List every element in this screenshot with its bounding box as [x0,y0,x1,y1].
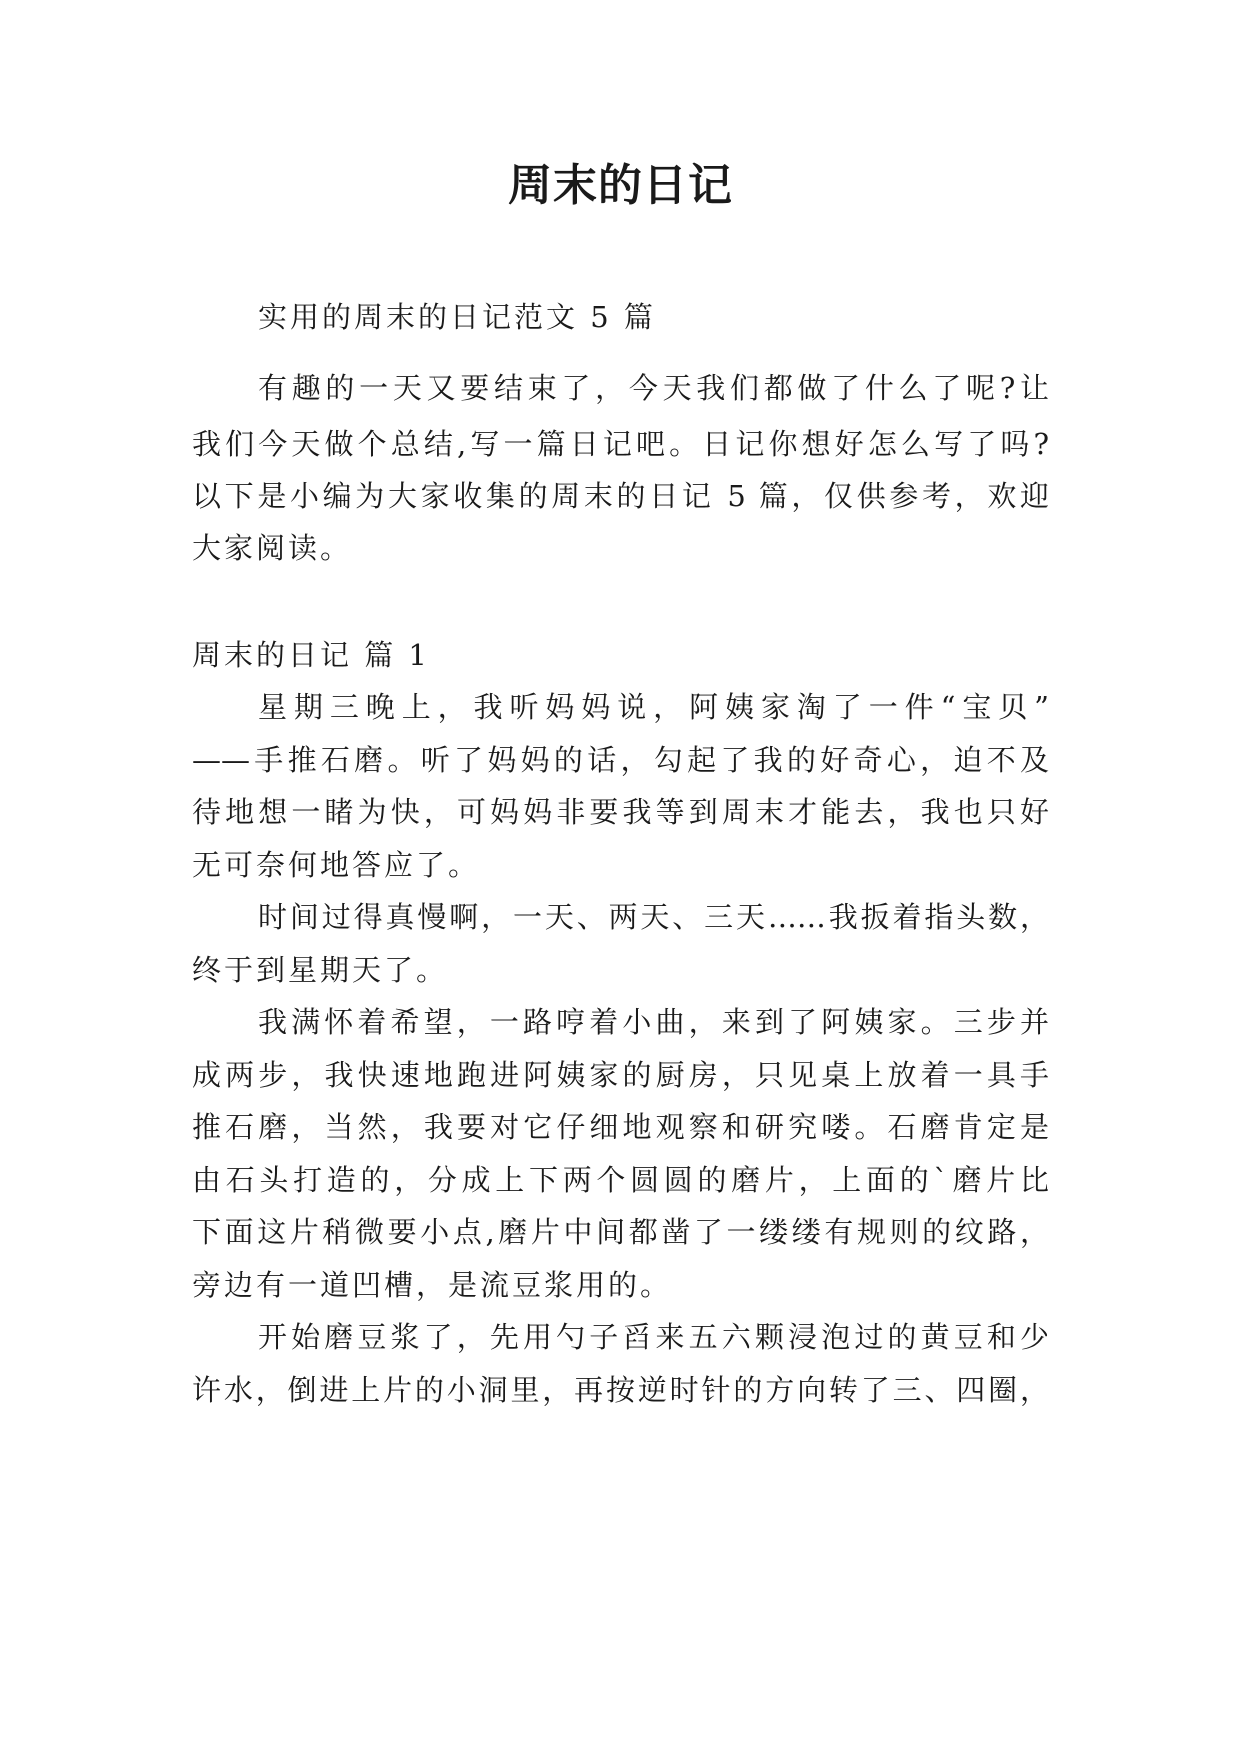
paragraph2-line-1: 时间过得真慢啊，一天、两天、三天……我扳着指头数， [258,900,1049,934]
paragraph1-line-4: 无可奈何地答应了。 [192,848,481,882]
paragraph1-line-2: ——手推石磨。听了妈妈的话，勾起了我的好奇心，迫不及 [192,743,1049,777]
paragraph1-line-1: 星期三晚上，我听妈妈说，阿姨家淘了一件“宝贝” [258,690,1049,724]
document-title: 周末的日记 [508,160,733,211]
intro-line-1: 有趣的一天又要结束了，今天我们都做了什么了呢?让 [258,371,1049,405]
paragraph3-line-3: 推石磨，当然，我要对它仔细地观察和研究喽。石磨肯定是 [192,1110,1049,1144]
paragraph1-line-3: 待地想一睹为快，可妈妈非要我等到周末才能去，我也只好 [192,795,1049,829]
intro-line-4: 大家阅读。 [192,531,353,565]
paragraph2-line-2: 终于到星期天了。 [192,953,449,987]
intro-line-2: 我们今天做个总结,写一篇日记吧。日记你想好怎么写了吗? [192,427,1049,461]
paragraph4-line-2: 许水，倒进上片的小洞里，再按逆时针的方向转了三、四圈， [192,1373,1049,1407]
section-heading: 周末的日记 篇 1 [192,638,430,672]
document-subtitle: 实用的周末的日记范文 5 篇 [258,300,656,334]
paragraph4-line-1: 开始磨豆浆了，先用勺子舀来五六颗浸泡过的黄豆和少 [258,1320,1049,1354]
paragraph3-line-1: 我满怀着希望，一路哼着小曲，来到了阿姨家。三步并 [258,1005,1049,1039]
intro-line-3: 以下是小编为大家收集的周末的日记 5 篇，仅供参考，欢迎 [192,479,1049,513]
paragraph3-line-6: 旁边有一道凹槽，是流豆浆用的。 [192,1268,673,1302]
paragraph3-line-5: 下面这片稍微要小点,磨片中间都凿了一缕缕有规则的纹路， [192,1215,1049,1249]
paragraph3-line-2: 成两步，我快速地跑进阿姨家的厨房，只见桌上放着一具手 [192,1058,1049,1092]
paragraph3-line-4: 由石头打造的，分成上下两个圆圆的磨片，上面的`磨片比 [192,1163,1049,1197]
